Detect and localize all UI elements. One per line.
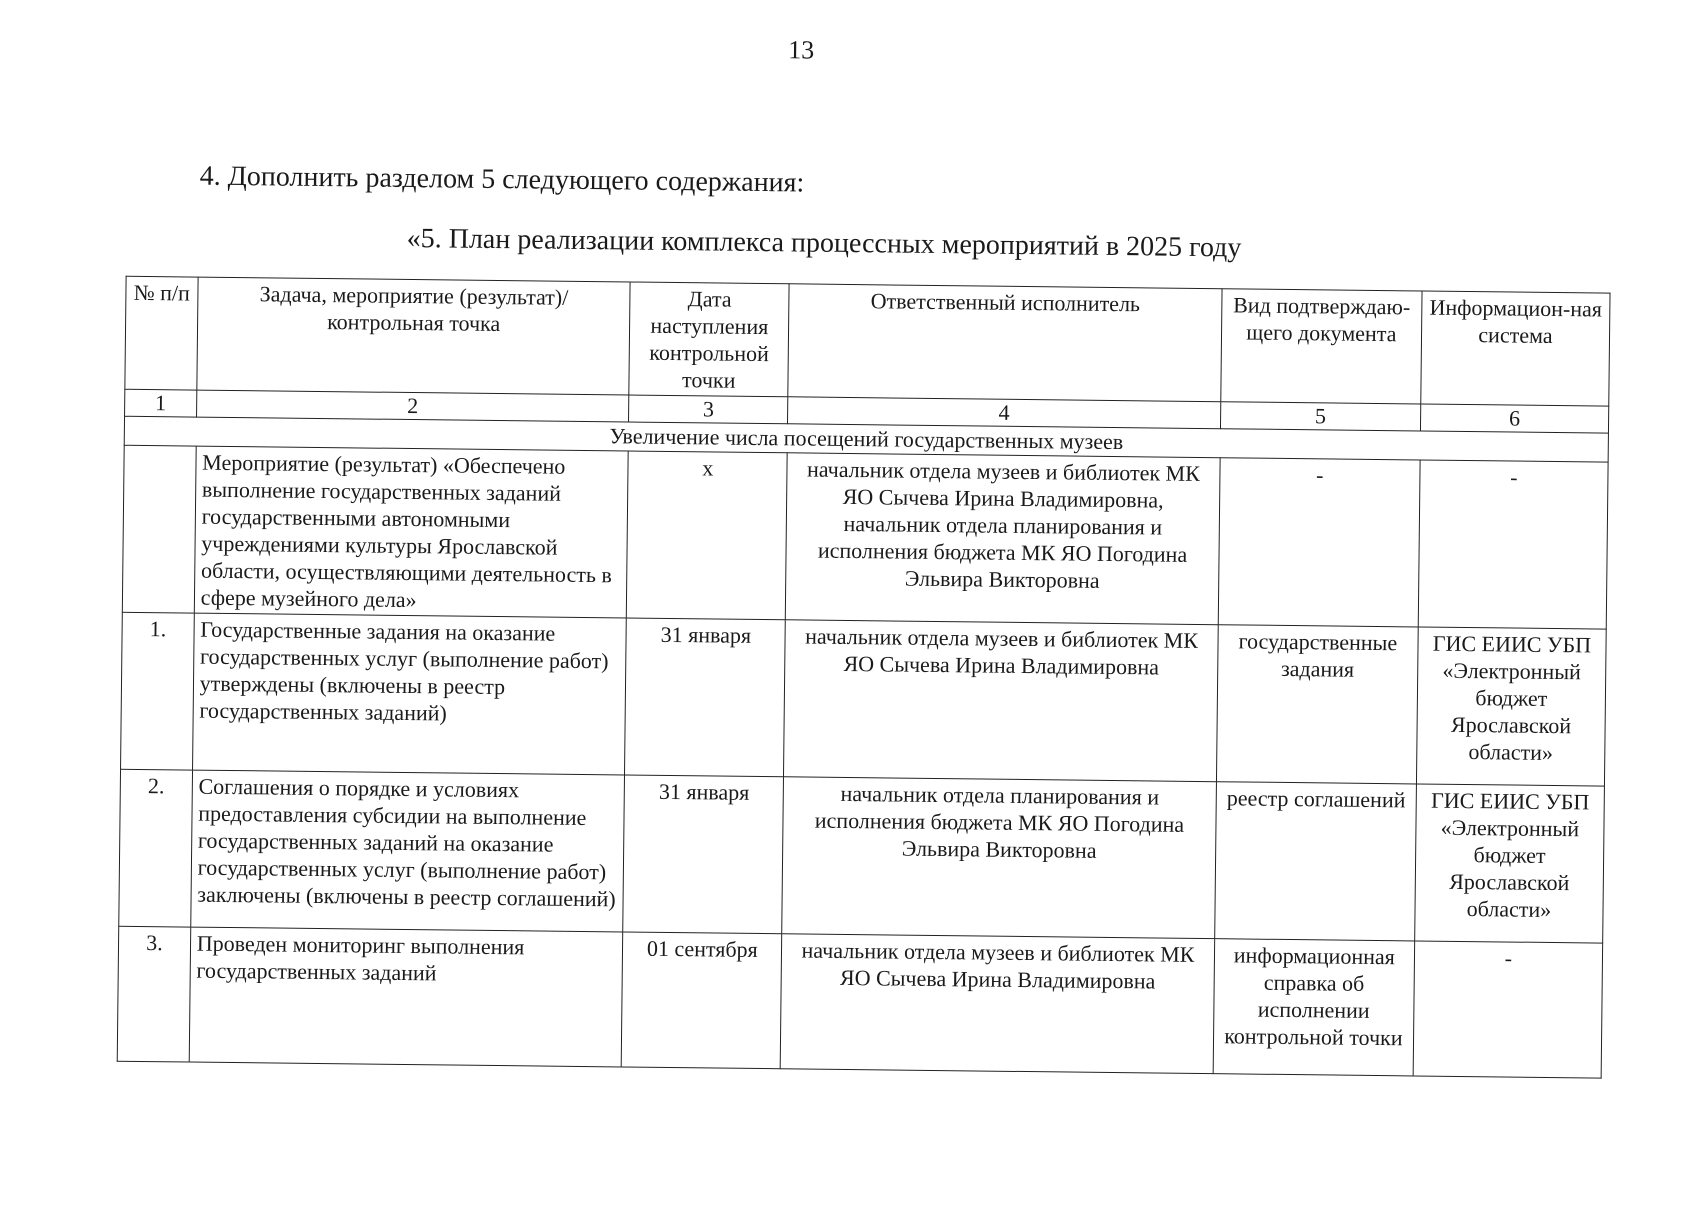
row-responsible: начальник отдела планирования и исполнения бюджета МК ЯО Погодина Эльвира Викторовна: [782, 777, 1216, 939]
column-number: 2: [196, 390, 629, 422]
column-number: 6: [1420, 404, 1608, 433]
table-header-row: [125, 276, 1610, 406]
table-row: [119, 769, 1605, 943]
row-task: Мероприятие (результат) «Обеспечено выполнение государственных заданий государственными автономными учреждениями культуры Ярославской области, осуществляющими деятельность в сфере музейного дела»: [194, 446, 629, 618]
row-doc: реестр соглашений: [1215, 782, 1417, 941]
row-num: 1.: [121, 612, 195, 770]
table-row: [117, 926, 1602, 1078]
row-num: [122, 445, 196, 613]
row-task: Проведен мониторинг выполнения государственных заданий: [189, 927, 623, 1067]
header-date: Дата наступления контрольной точки: [629, 282, 789, 397]
row-task: Государственные задания на оказание государственных услуг (выполнение работ) утверждены (включены в реестр государственных заданий): [192, 613, 626, 775]
section-title: Увеличение числа посещений государственных музеев: [124, 416, 1608, 462]
row-num: 2.: [119, 769, 193, 927]
row-date: 31 января: [623, 775, 783, 934]
header-task: Задача, мероприятие (результат)/ контрольная точка: [197, 277, 631, 395]
row-doc: информационная справка об исполнении контрольной точки: [1213, 939, 1415, 1076]
row-system: -: [1418, 460, 1608, 629]
header-num: № п/п: [125, 276, 198, 390]
column-number: 1: [125, 389, 197, 417]
row-doc: государственные задания: [1216, 625, 1418, 784]
row-responsible: начальник отдела музеев и библиотек МК ЯО Сычева Ирина Владимировна: [784, 620, 1218, 782]
row-system: ГИС ЕИИС УБП «Электронный бюджет Ярославской области»: [1415, 784, 1605, 943]
column-number: 4: [788, 397, 1221, 429]
header-doc: Вид подтверждаю-щего документа: [1221, 289, 1422, 404]
plan-title: «5. План реализации комплекса процессных мероприятий в 2025 году: [406, 222, 1242, 264]
table-row: [121, 612, 1607, 786]
column-number: 5: [1220, 402, 1420, 431]
row-doc: -: [1218, 458, 1420, 627]
row-responsible: начальник отдела музеев и библиотек МК ЯО Сычева Ирина Владимировна: [780, 934, 1214, 1074]
row-responsible: начальник отдела музеев и библиотек МК ЯО Сычева Ирина Владимировна, начальник отдела планирования и исполнения бюджета МК ЯО Погодина Эльвира Викторовна: [785, 453, 1220, 625]
page-number: 13: [788, 35, 815, 65]
table-row: [122, 445, 1608, 629]
header-system: Информацион-ная система: [1421, 291, 1610, 406]
row-task: Соглашения о порядке и условиях предоставления субсидии на выполнение государственных заданий на оказание государственных услуг (выполнение работ) заключены (включены в реестр соглашений): [190, 770, 624, 932]
column-number: 3: [629, 395, 788, 424]
row-system: -: [1413, 941, 1603, 1078]
row-date: 31 января: [625, 618, 785, 777]
row-system: ГИС ЕИИС УБП «Электронный бюджет Ярославской области»: [1416, 627, 1606, 786]
header-responsible: Ответственный исполнитель: [788, 284, 1222, 402]
row-num: 3.: [117, 926, 190, 1062]
row-date: х: [627, 451, 788, 620]
row-date: 01 сентября: [622, 932, 782, 1069]
plan-table: [117, 276, 1611, 1079]
intro-paragraph: 4. Дополнить разделом 5 следующего содержания:: [199, 160, 805, 199]
